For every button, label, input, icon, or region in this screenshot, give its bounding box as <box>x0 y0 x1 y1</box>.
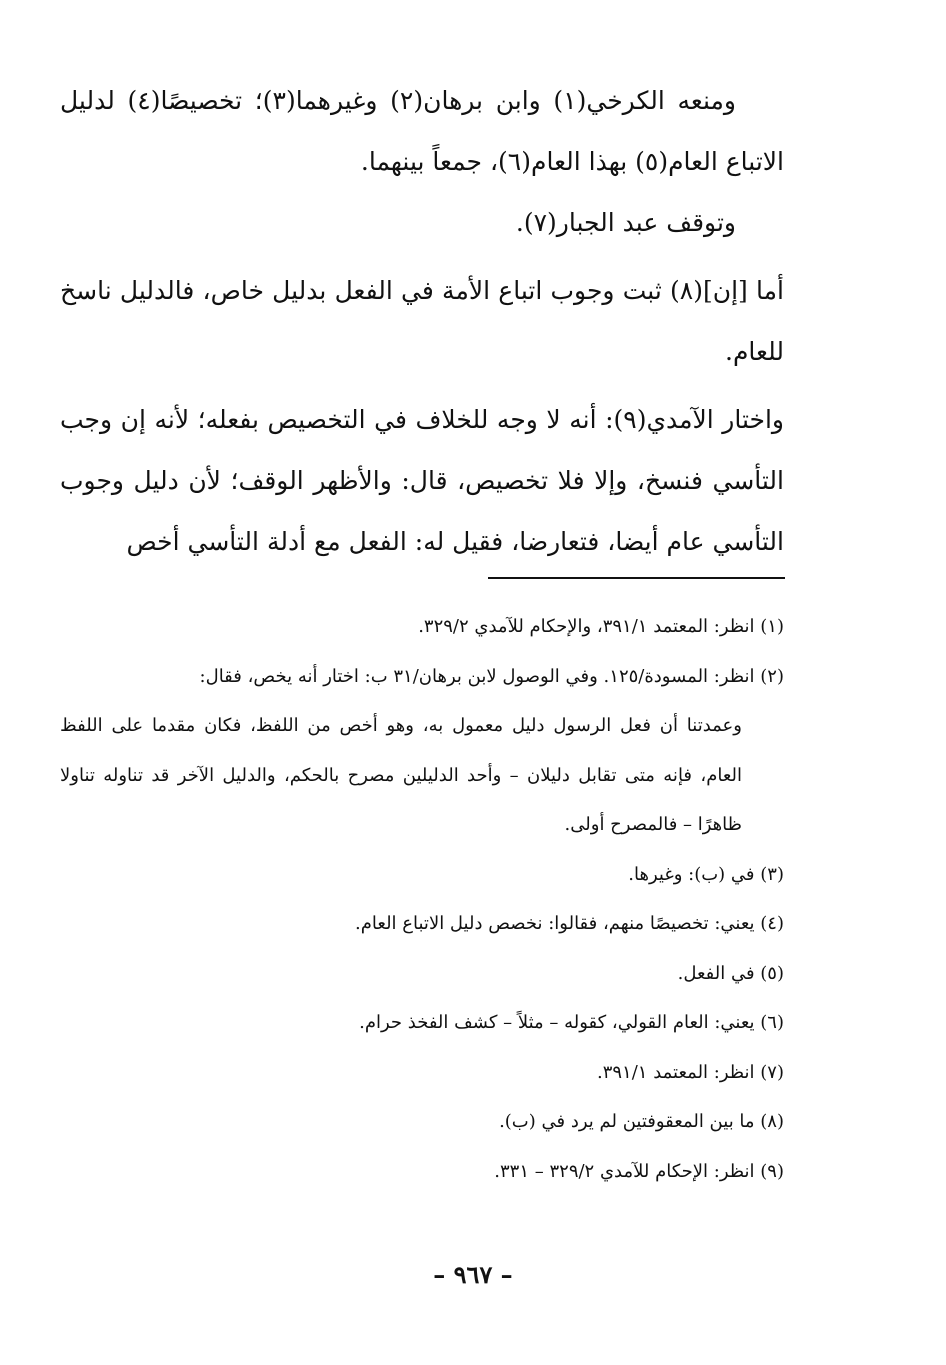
footnote-divider <box>488 577 785 579</box>
footnote-9: (٩) انظر: الإحكام للآمدي ٣٢٩/٢ – ٣٣١. <box>494 1160 784 1182</box>
main-text <box>60 70 784 572</box>
footnote-1: (١) انظر: المعتمد ٣٩١/١، والإحكام للآمدي ٣٢٩/٢. <box>418 616 784 637</box>
paragraph-2: وتوقف عبد الجبار(٧). <box>515 208 736 237</box>
paragraph-4: واختار الآمدي(٩): أنه لا وجه للخلاف في التخصيص بفعله؛ لأنه إن وجب التأسي فنسخ، وإلا فلا تخصيص، قال: والأظهر الوقف؛ لأن دليل وجوب التأسي عام أيضا، فتعارضا، فقيل له: الفعل مع أدلة التأسي أخص <box>60 405 784 556</box>
footnote-3: (٣) في (ب): وغيرها. <box>628 863 784 885</box>
paragraph-3: أما [إن](٨) ثبت وجوب اتباع الأمة في الفعل بدليل خاص، فالدليل ناسخ للعام. <box>60 276 784 366</box>
footnote-5: (٥) في الفعل. <box>677 962 784 984</box>
footnote-4: (٤) يعني: تخصيصًا منهم، فقالوا: نخصص دليل الاتباع العام. <box>355 913 784 934</box>
footnote-6: (٦) يعني: العام القولي، كقوله – مثلاً – كشف الفخذ حرام. <box>359 1012 784 1033</box>
footnote-8: (٨) ما بين المعقوفتين لم يرد في (ب). <box>499 1111 784 1132</box>
paragraph-1: ومنعه الكرخي(١) وابن برهان(٢) وغيرهما(٣)؛ تخصيصًا(٤) لدليل الاتباع العام(٥) بهذا العام(٦)، جمعاً بينهما. <box>60 86 784 176</box>
footnote-2: (٢) انظر: المسودة/١٢٥. وفي الوصول لابن برهان/٣١ ب: اختار أنه يخص، فقال: <box>199 665 784 687</box>
page-number: – ٩٦٧ – <box>433 1260 513 1289</box>
footnote-7: (٧) انظر: المعتمد ٣٩١/١. <box>596 1061 784 1083</box>
footnote-2-continuation: وعمدتنا أن فعل الرسول دليل معمول به، وهو أخص من اللفظ، فكان مقدما على اللفظ العام، فإنه متى تقابل دليلان – وأحد الدليلين مصرح بالحكم، والدليل الآخر قد تناوله تناولا ظاهرًا – فالمصرح أولى. <box>60 715 742 835</box>
footnotes <box>60 602 784 1196</box>
